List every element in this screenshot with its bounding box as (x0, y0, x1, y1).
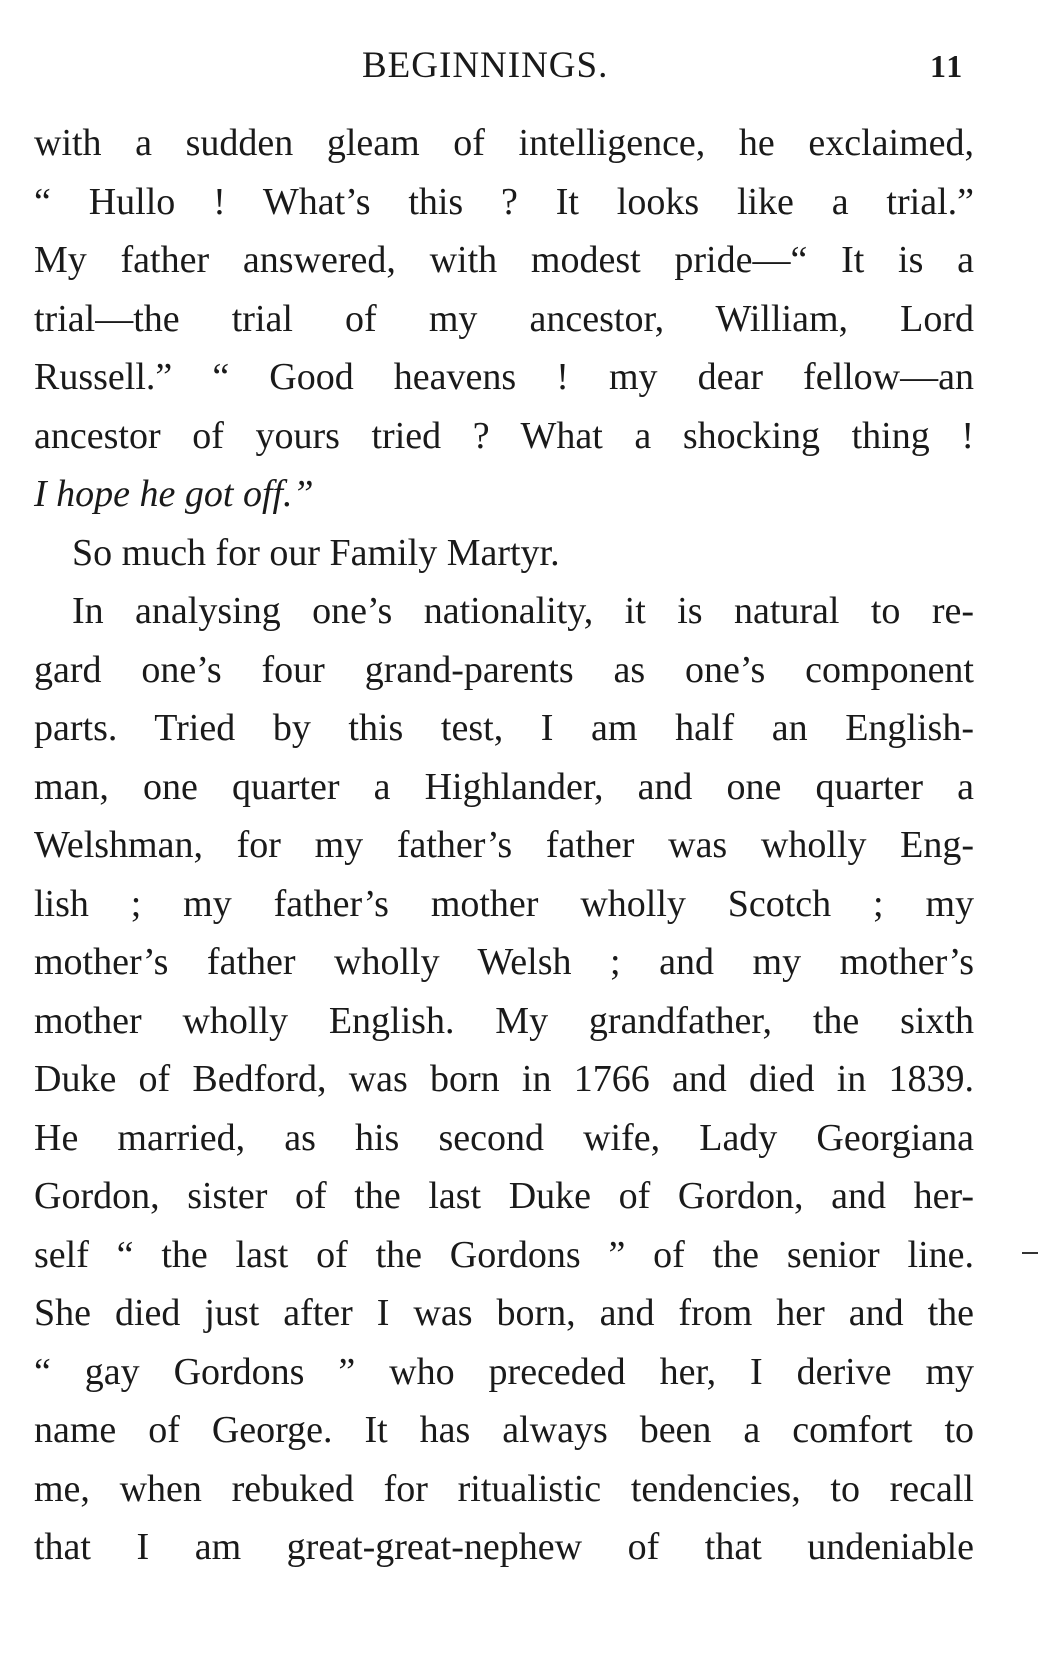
text-line: She died just after I was born, and from her and the (34, 1292, 974, 1334)
text-line: Welshman, for my father’s father was wholly Eng- (34, 824, 974, 866)
text-line: parts. Tried by this test, I am half an English- (34, 707, 974, 749)
text-line: me, when rebuked for ritualistic tendencies, to recall (34, 1467, 974, 1510)
text-line: mother wholly English. My grandfather, the sixth (34, 999, 974, 1042)
text-line-paragraph-start: In analysing one’s nationality, it is natural to re- (72, 590, 974, 632)
text-line: trial—the trial of my ancestor, William, Lord (34, 297, 974, 340)
body-text (34, 114, 974, 1577)
text-line: that I am great-great-nephew of that undeniable (34, 1526, 974, 1568)
margin-mark (1022, 1252, 1038, 1254)
running-head (0, 44, 1064, 94)
text-line: with a sudden gleam of intelligence, he exclaimed, (34, 122, 974, 164)
text-line: lish ; my father’s mother wholly Scotch ; my (34, 882, 974, 925)
text-line: self “ the last of the Gordons ” of the senior line. (34, 1233, 974, 1276)
text-line: Gordon, sister of the last Duke of Gordon, and her- (34, 1175, 974, 1217)
text-line: “ gay Gordons ” who preceded her, I derive my (34, 1350, 974, 1393)
text-line: name of George. It has always been a comfort to (34, 1409, 974, 1451)
text-line: gard one’s four grand-parents as one’s component (34, 648, 974, 691)
text-line: ancestor of yours tried ? What a shocking thing ! (34, 414, 974, 457)
text-line: He married, as his second wife, Lady Georgiana (34, 1116, 974, 1159)
text-line: My father answered, with modest pride—“ It is a (34, 239, 974, 281)
page-number: 11 (930, 48, 965, 84)
text-line: man, one quarter a Highlander, and one quarter a (34, 765, 974, 808)
running-title: BEGINNINGS. (362, 45, 609, 86)
text-line: Duke of Bedford, was born in 1766 and died in 1839. (34, 1058, 974, 1100)
text-line: mother’s father wholly Welsh ; and my mother’s (34, 941, 974, 983)
text-line: “ Hullo ! What’s this ? It looks like a trial.” (34, 180, 974, 223)
text-line-italic: I hope he got off.” (34, 473, 314, 515)
text-line: Russell.” “ Good heavens ! my dear fellow—an (34, 356, 974, 398)
text-line-paragraph-end: So much for our Family Martyr. (72, 531, 560, 574)
